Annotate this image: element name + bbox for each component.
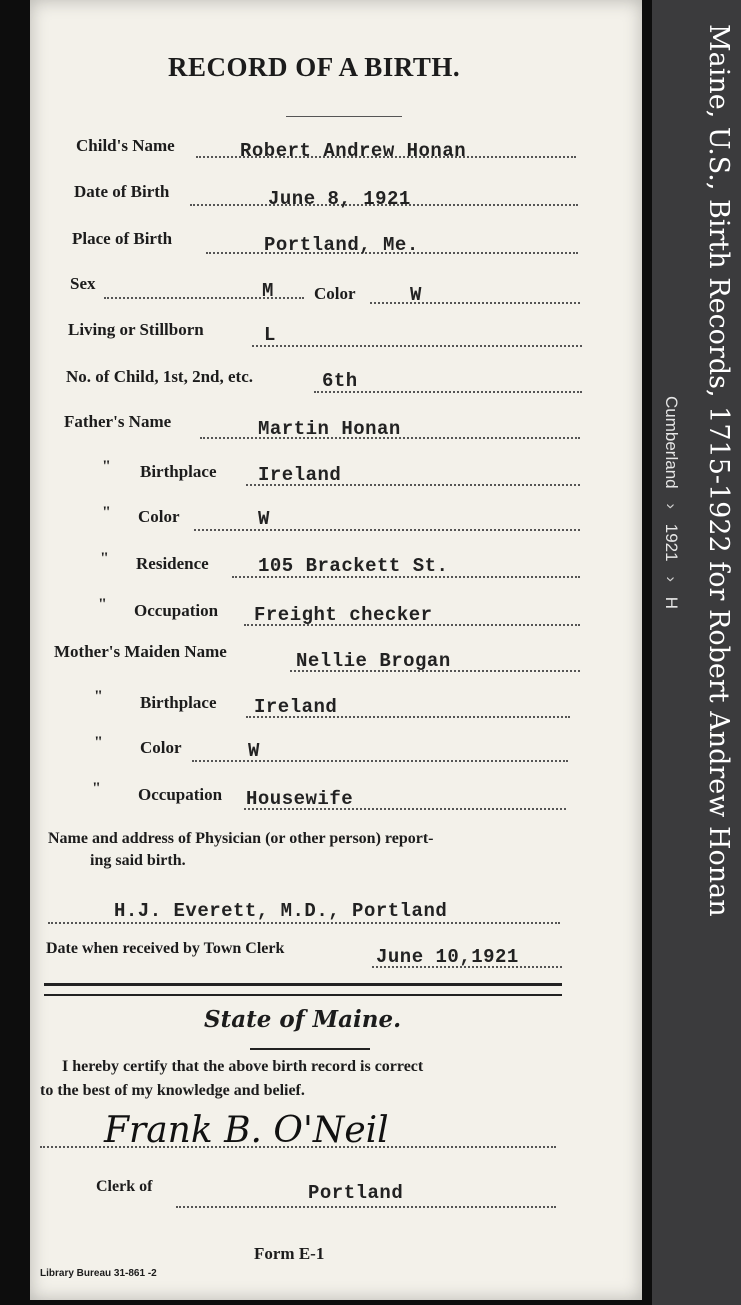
chevron-right-icon: › <box>662 503 681 510</box>
living-label: Living or Stillborn <box>68 320 204 339</box>
mother-birthplace-value: Ireland <box>254 696 338 718</box>
sex-label: Sex <box>70 274 96 293</box>
physician-label: Name and address of Physician (or other person) report- <box>48 830 434 847</box>
place-value: Portland, Me. <box>264 234 419 256</box>
received-label: Date when received by Town Clerk <box>46 940 285 957</box>
physician-value: H.J. Everett, M.D., Portland <box>114 900 448 922</box>
father-birthplace-label: Birthplace <box>140 462 217 481</box>
title-rule <box>286 116 402 117</box>
dotted-line <box>48 922 560 924</box>
breadcrumb-letter[interactable]: H <box>662 596 681 609</box>
color-value: W <box>410 284 422 306</box>
living-value: L <box>264 324 276 346</box>
father-residence-value: 105 Brackett St. <box>258 555 449 577</box>
child-name-value: Robert Andrew Honan <box>240 140 467 162</box>
dob-label: Date of Birth <box>74 182 170 201</box>
dotted-line <box>252 345 582 347</box>
record-collection-title: Maine, U.S., Birth Records, 1715-1922 for Robert Andrew Honan <box>703 24 734 917</box>
child-number-value: 6th <box>322 370 358 392</box>
father-occupation-value: Freight checker <box>254 604 433 626</box>
father-birthplace-value: Ireland <box>258 464 342 486</box>
mother-occupation-value: Housewife <box>246 788 354 810</box>
breadcrumb-county[interactable]: Cumberland <box>662 396 681 489</box>
heading-rule <box>250 1048 370 1050</box>
child-number-label: No. of Child, 1st, 2nd, etc. <box>66 367 254 386</box>
sex-value: M <box>262 280 274 302</box>
mother-occupation-label: Occupation <box>138 785 223 804</box>
mother-birthplace-label: Birthplace <box>140 693 217 712</box>
child-name-label: Child's Name <box>76 136 175 155</box>
breadcrumb <box>661 396 681 609</box>
mother-color-label: Color <box>140 738 182 757</box>
ditto-mark: " <box>100 550 109 567</box>
ditto-mark: " <box>98 596 107 613</box>
dotted-line <box>194 529 580 531</box>
ditto-mark: " <box>94 688 103 705</box>
record-title: RECORD OF A BIRTH. <box>168 52 461 82</box>
ditto-mark: " <box>102 504 111 521</box>
received-value: June 10,1921 <box>376 946 519 968</box>
father-color-value: W <box>258 508 270 530</box>
father-name-value: Martin Honan <box>258 418 401 440</box>
mother-color-value: W <box>248 740 260 762</box>
ditto-mark: " <box>102 458 111 475</box>
ditto-mark: " <box>94 734 103 751</box>
father-name-label: Father's Name <box>64 412 172 431</box>
form-number: Form E-1 <box>254 1244 325 1263</box>
clerk-label: Clerk of <box>96 1178 153 1195</box>
clerk-town-value: Portland <box>308 1182 404 1204</box>
ditto-mark: " <box>92 780 101 797</box>
breadcrumb-year[interactable]: 1921 <box>662 523 681 562</box>
section-divider <box>44 983 562 986</box>
father-color-label: Color <box>138 507 180 526</box>
dotted-line <box>176 1206 556 1208</box>
physician-label-cont: ing said birth. <box>90 852 186 869</box>
color-label: Color <box>314 284 356 303</box>
place-label: Place of Birth <box>72 229 173 248</box>
mother-name-label: Mother's Maiden Name <box>54 642 227 661</box>
dotted-line <box>104 297 304 299</box>
section-divider <box>44 994 562 996</box>
dob-value: June 8, 1921 <box>268 188 411 210</box>
dotted-line <box>370 302 580 304</box>
certify-text-cont: to the best of my knowledge and belief. <box>40 1082 305 1099</box>
state-heading: State of Maine. <box>204 1006 402 1033</box>
clerk-signature: Frank B. O'Neil <box>104 1110 389 1151</box>
certify-text: I hereby certify that the above birth record is correct <box>62 1058 424 1075</box>
mother-name-value: Nellie Brogan <box>296 650 451 672</box>
father-occupation-label: Occupation <box>134 601 219 620</box>
library-bureau-code: Library Bureau 31-861 -2 <box>40 1268 157 1279</box>
chevron-right-icon: › <box>662 576 681 582</box>
father-residence-label: Residence <box>136 554 209 573</box>
